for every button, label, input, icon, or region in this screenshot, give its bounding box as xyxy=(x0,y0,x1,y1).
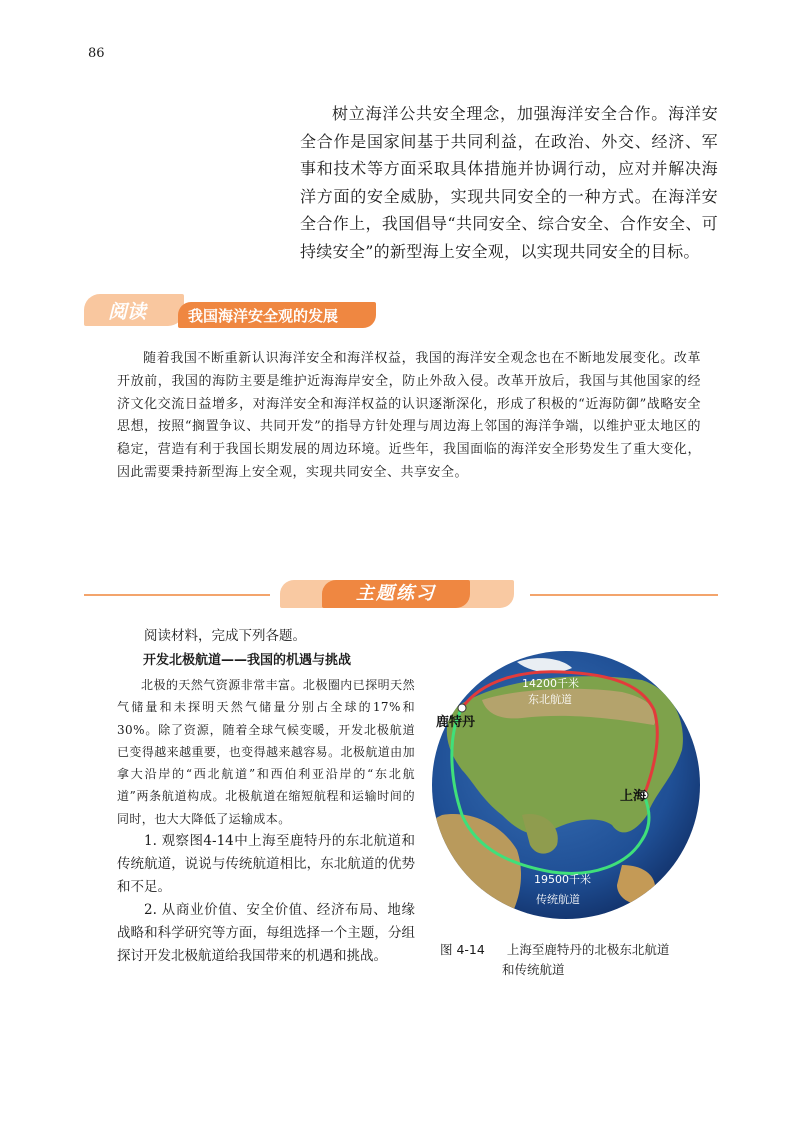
exercise-material: 北极的天然气资源非常丰富。北极圈内已探明天然气储量和未探明天然气储量分别占全球的17%和30%。除了资源，随着全球气候变暖，开发北极航道已变得越来越重要，也变得越来越容易。北极航道由加拿大沿岸的“西北航道”和西伯利亚沿岸的“东北航道”两条航道构成。北极航道在缩短航程和运输时间的同时，也大大降低了运输成本。 xyxy=(117,678,415,826)
intro-paragraph: 树立海洋公共安全理念，加强海洋安全合作。海洋安全合作是国家间基于共同利益，在政治、外交、经济、军事和技术等方面采取具体措施并协调行动，应对并解决海洋方面的安全威胁，实现共同安全的一种方式。在海洋安全合作上，我国倡导“共同安全、综合安全、合作安全、可持续安全”的新型海上安全观，以实现共同安全的目标。 xyxy=(300,104,718,261)
arctic-route-globe-figure xyxy=(422,640,710,930)
exercise-subtitle: 开发北极航道——我国的机遇与挑战 xyxy=(143,653,352,668)
reading-banner xyxy=(84,294,376,330)
reading-title: 我国海洋安全观的发展 xyxy=(188,307,339,325)
traditional-route-label: 传统航道 xyxy=(536,893,580,906)
theme-divider-left xyxy=(84,594,270,596)
theme-practice-header xyxy=(84,580,718,608)
theme-pill-inner xyxy=(322,580,470,608)
exercise-question-1: 1. 观察图4-14中上海至鹿特丹的东北航道和传统航道，说说与传统航道相比，东北航道的优势和不足。 xyxy=(117,833,415,896)
northeast-route-label: 东北航道 xyxy=(528,693,572,706)
traditional-distance-label: 19500千米 xyxy=(534,873,591,886)
page-number: 86 xyxy=(88,46,105,61)
caption-line-2: 和传统航道 xyxy=(502,962,565,977)
rotterdam-marker xyxy=(458,704,466,712)
theme-divider-right xyxy=(530,594,718,596)
reading-body: 随着我国不断重新认识海洋安全和海洋权益，我国的海洋安全观念也在不断地发展变化。改革开放前，我国的海防主要是维护近海海岸安全，防止外敌入侵。改革开放后，我国与其他国家的经济文化交流日益增多，对海洋安全和海洋权益的认识逐渐深化，形成了积极的“近海防御”战略安全思想，按照“搁置争议、共同开发”的指导方针处理与周边海上邻国的海洋争端，以维护亚太地区的稳定，营造有利于我国长期发展的周边环境。近些年，我国面临的海洋安全形势发生了重大变化，因此需要秉持新型海上安全观，实现共同安全、共享安全。 xyxy=(117,351,701,480)
northeast-distance-label: 14200千米 xyxy=(522,677,579,690)
caption-title: 上海至鹿特丹的北极东北航道 xyxy=(506,942,670,957)
reading-tab xyxy=(84,294,184,326)
caption-line-1 xyxy=(440,940,700,960)
figure-caption xyxy=(440,940,700,980)
reading-title-box xyxy=(178,302,376,328)
rotterdam-label: 鹿特丹 xyxy=(436,715,476,730)
shanghai-label: 上海 xyxy=(620,789,647,804)
caption-number: 图 4-14 xyxy=(440,942,485,957)
theme-pill-outer xyxy=(280,580,514,608)
exercise-instruction: 阅读材料，完成下列各题。 xyxy=(144,628,306,644)
exercise-column xyxy=(117,626,415,968)
reading-tab-label: 阅读 xyxy=(108,301,147,323)
theme-practice-title: 主题练习 xyxy=(356,583,436,604)
exercise-question-2: 2. 从商业价值、安全价值、经济布局、地缘战略和科学研究等方面，每组选择一个主题，分组探讨开发北极航道给我国带来的机遇和挑战。 xyxy=(117,902,415,965)
